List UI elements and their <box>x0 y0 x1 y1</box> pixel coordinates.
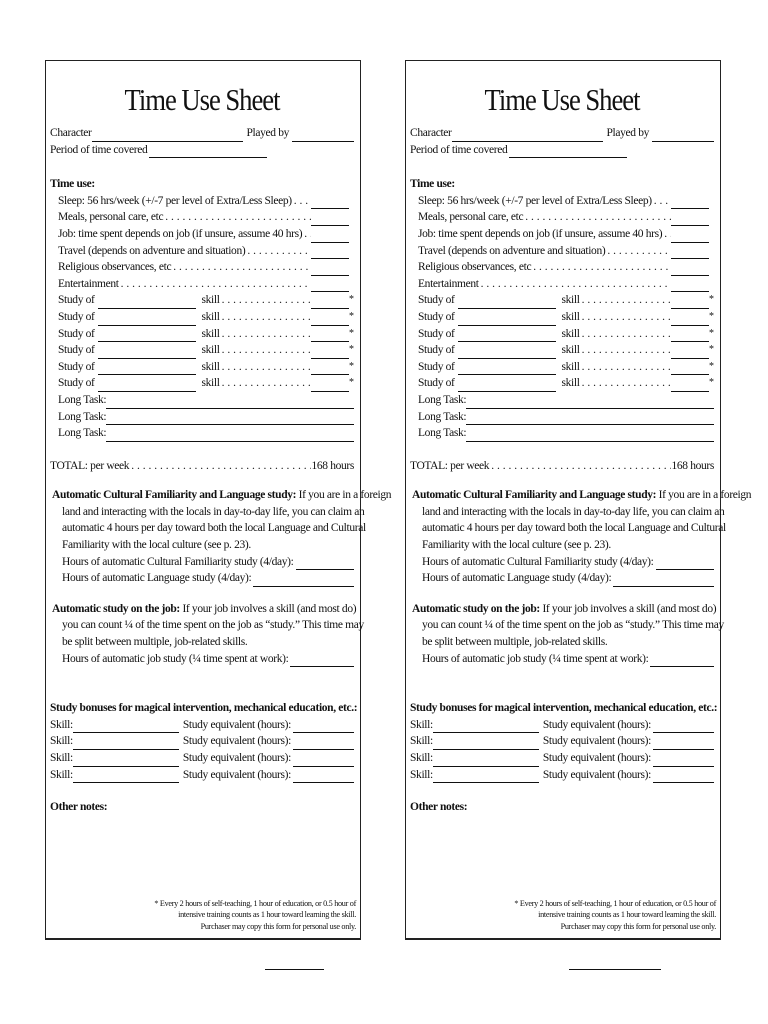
leader-dots <box>292 193 311 210</box>
leader-dots <box>523 209 671 226</box>
cultural-familiarity-section <box>50 487 392 587</box>
religious-row <box>50 259 354 276</box>
leader-dots <box>220 292 311 309</box>
cultural-familiarity-text: Familiarity with the local culture (see p. 23). <box>62 539 251 552</box>
long-task-field[interactable] <box>106 397 354 409</box>
study-hours-field[interactable] <box>671 347 709 359</box>
footnote <box>154 898 356 933</box>
cultural-familiarity-section <box>410 487 752 587</box>
leader-dots <box>220 375 311 392</box>
bonus-equiv-label: Study equivalent (hours): <box>182 752 291 764</box>
bonus-row <box>50 750 354 767</box>
bonus-equiv-label: Study equivalent (hours): <box>182 735 291 748</box>
study-of-label: Study of <box>418 360 455 373</box>
study-of-label: Study of <box>58 327 95 340</box>
study-hours-field[interactable] <box>311 347 349 359</box>
time-use-sheet-left <box>45 60 392 940</box>
long-task-field[interactable] <box>466 413 714 425</box>
study-hours-field[interactable] <box>671 363 709 375</box>
study-of-label: Study of <box>418 294 455 307</box>
study-hours-field[interactable] <box>311 363 349 375</box>
bonus-skill-field[interactable] <box>73 755 179 767</box>
study-row <box>410 292 714 309</box>
study-subject-field[interactable] <box>98 330 196 342</box>
entertainment-label: Entertainment <box>418 277 479 290</box>
footnote-star: * <box>709 294 714 306</box>
bonus-skill-label: Skill: <box>410 768 433 781</box>
study-subject-field[interactable] <box>98 380 196 392</box>
leader-dots <box>580 359 671 376</box>
leader-dots <box>171 259 311 276</box>
cultural-hours-row <box>52 554 354 571</box>
cultural-familiarity-text: automatic 4 hours per day toward both the local Language and Cultural <box>422 522 726 535</box>
study-rows <box>410 292 714 392</box>
skill-label: skill <box>201 377 220 390</box>
played-by-field[interactable] <box>292 130 354 142</box>
study-of-label: Study of <box>418 377 455 390</box>
study-subject-field[interactable] <box>98 347 196 359</box>
bonus-equiv-field[interactable] <box>653 771 714 783</box>
language-hours-row <box>412 570 714 587</box>
study-of-label: Study of <box>418 310 455 323</box>
bonus-rows <box>410 717 714 783</box>
job-study-heading: Automatic study on the job: <box>412 602 540 615</box>
time-use-heading: Time use: <box>50 178 95 191</box>
bonus-skill-field[interactable] <box>433 755 539 767</box>
leader-dots <box>163 209 311 226</box>
bonus-row <box>410 750 714 767</box>
bonus-heading: Study bonuses for magical intervention, mechanical education, etc.: <box>410 702 718 715</box>
bonus-row <box>50 733 354 750</box>
long-task-label: Long Task: <box>418 393 467 406</box>
time-use-heading-row <box>410 176 714 193</box>
job-study-hours-row <box>412 651 714 668</box>
leader-dots <box>580 292 671 309</box>
study-subject-field[interactable] <box>98 314 196 326</box>
leader-dots <box>479 276 671 293</box>
notes-heading-row <box>410 799 714 816</box>
religious-hours-field[interactable] <box>311 264 349 276</box>
bonus-heading-row <box>50 700 358 717</box>
cultural-familiarity-heading: Automatic Cultural Familiarity and Language study: <box>52 489 297 502</box>
job-study-text: be split between multiple, job-related skills. <box>422 636 608 649</box>
leader-dots <box>245 243 311 260</box>
played-by-label: Played by <box>246 127 289 139</box>
study-of-label: Study of <box>58 310 95 323</box>
character-field[interactable] <box>92 130 244 142</box>
meals-row <box>410 209 714 226</box>
job-study-hours-field[interactable] <box>650 655 714 667</box>
character-row <box>410 125 714 142</box>
leader-dots <box>220 342 311 359</box>
bonus-row <box>410 733 714 750</box>
cultural-hours-field[interactable] <box>656 558 714 570</box>
job-study-text: you can count ¼ of the time spent on the job as “study.” This time may <box>422 619 724 632</box>
total-label: TOTAL: per week <box>50 459 130 472</box>
study-subject-field[interactable] <box>458 330 556 342</box>
bonus-row <box>410 717 714 734</box>
skill-label: skill <box>561 327 580 340</box>
cultural-familiarity-heading: Automatic Cultural Familiarity and Language study: <box>412 489 657 502</box>
played-by-label: Played by <box>606 127 649 139</box>
job-study-text: be split between multiple, job-related skills. <box>62 636 248 649</box>
cut-line-left <box>265 969 324 970</box>
long-task-row <box>50 425 354 442</box>
religious-label: Religious observances, etc <box>418 261 532 274</box>
job-study-heading: Automatic study on the job: <box>52 602 180 615</box>
time-use-heading: Time use: <box>410 178 455 191</box>
job-study-hours-row <box>52 651 354 668</box>
bonus-heading-row <box>410 700 718 717</box>
long-task-label: Long Task: <box>418 410 467 423</box>
study-subject-field[interactable] <box>458 380 556 392</box>
period-label: Period of time covered <box>410 143 508 156</box>
language-hours-field[interactable] <box>253 575 354 587</box>
long-task-field[interactable] <box>106 430 354 442</box>
cultural-familiarity-text: If you are in a foreign <box>296 489 392 502</box>
sleep-hours-field[interactable] <box>311 197 349 209</box>
notes-area[interactable] <box>50 816 354 876</box>
entertainment-row <box>410 276 714 293</box>
character-label: Character <box>410 127 452 139</box>
job-label: Job: time spent depends on job (if unsure, assume 40 hrs) <box>58 227 303 240</box>
bonus-skill-field[interactable] <box>73 721 179 733</box>
footnote-star: * <box>349 377 354 389</box>
leader-dots <box>531 259 671 276</box>
study-hours-field[interactable] <box>311 380 349 392</box>
study-of-label: Study of <box>58 294 95 307</box>
study-hours-field[interactable] <box>311 314 349 326</box>
leader-dots <box>580 342 671 359</box>
study-of-label: Study of <box>58 360 95 373</box>
job-study-text: If your job involves a skill (and most do) <box>539 602 717 615</box>
bonus-skill-field[interactable] <box>73 771 179 783</box>
character-row <box>50 125 354 142</box>
leader-dots <box>580 326 671 343</box>
bonus-equiv-field[interactable] <box>293 738 354 750</box>
study-subject-field[interactable] <box>98 297 196 309</box>
period-field[interactable] <box>509 146 627 158</box>
leader-dots <box>220 309 311 326</box>
study-row <box>410 342 714 359</box>
study-row <box>50 375 354 392</box>
footnote-line: intensive training counts as 1 hour toward learning the skill. <box>178 910 356 919</box>
notes-heading-row <box>50 799 354 816</box>
travel-row <box>410 243 714 260</box>
period-field[interactable] <box>149 146 267 158</box>
bonus-skill-field[interactable] <box>433 771 539 783</box>
cultural-familiarity-text: If you are in a foreign <box>656 489 752 502</box>
sleep-hours-field[interactable] <box>671 197 709 209</box>
cultural-hours-label: Hours of automatic Cultural Familiarity study (4/day): <box>62 555 294 568</box>
total-row <box>50 458 354 475</box>
footnote-line: * Every 2 hours of self-teaching, 1 hour of education, or 0.5 hour of <box>154 898 356 908</box>
bonus-skill-label: Skill: <box>50 718 73 731</box>
meals-label: Meals, personal care, etc <box>58 211 164 224</box>
study-row <box>410 375 714 392</box>
bonus-skill-field[interactable] <box>433 721 539 733</box>
skill-label: skill <box>201 360 220 373</box>
footnote-star: * <box>349 310 354 322</box>
job-study-section <box>50 601 364 667</box>
bonus-skill-label: Skill: <box>50 735 73 748</box>
study-row <box>50 342 354 359</box>
study-hours-field[interactable] <box>671 297 709 309</box>
bonus-row <box>50 767 354 784</box>
cultural-hours-field[interactable] <box>296 558 354 570</box>
study-subject-field[interactable] <box>458 314 556 326</box>
entertainment-label: Entertainment <box>58 277 119 290</box>
footnote-star: * <box>709 360 714 372</box>
long-task-row <box>50 409 354 426</box>
bonus-equiv-label: Study equivalent (hours): <box>542 752 651 764</box>
bonus-equiv-label: Study equivalent (hours): <box>542 735 651 748</box>
travel-label: Travel (depends on adventure and situation) <box>418 244 606 257</box>
long-task-label: Long Task: <box>418 427 467 440</box>
job-row <box>50 226 354 243</box>
cultural-hours-label: Hours of automatic Cultural Familiarity study (4/day): <box>422 555 654 568</box>
meals-label: Meals, personal care, etc <box>418 211 524 224</box>
played-by-field[interactable] <box>652 130 714 142</box>
study-row <box>410 359 714 376</box>
long-task-row <box>410 425 714 442</box>
leader-dots <box>580 375 671 392</box>
notes-heading: Other notes: <box>50 801 108 814</box>
bonus-equiv-field[interactable] <box>293 755 354 767</box>
footnote-star: * <box>709 377 714 389</box>
sleep-label: Sleep: 56 hrs/week (+/-7 per level of Extra/Less Sleep) <box>58 194 292 207</box>
meals-hours-field[interactable] <box>671 214 709 226</box>
footnote-star: * <box>349 327 354 339</box>
bonus-row <box>410 767 714 784</box>
job-hours-field[interactable] <box>311 231 349 243</box>
bonus-skill-field[interactable] <box>433 738 539 750</box>
footnote-line: intensive training counts as 1 hour toward learning the skill. <box>538 910 716 919</box>
study-of-label: Study of <box>418 327 455 340</box>
skill-label: skill <box>201 310 220 323</box>
leader-dots <box>580 309 671 326</box>
travel-row <box>50 243 354 260</box>
footnote-line: * Every 2 hours of self-teaching, 1 hour of education, or 0.5 hour of <box>514 898 716 908</box>
long-task-label: Long Task: <box>58 393 107 406</box>
entertainment-hours-field[interactable] <box>671 280 709 292</box>
leader-dots <box>220 359 311 376</box>
leader-dots <box>489 458 671 475</box>
cultural-familiarity-text: Familiarity with the local culture (see p. 23). <box>422 539 611 552</box>
bonus-equiv-field[interactable] <box>653 755 714 767</box>
study-of-label: Study of <box>418 344 455 357</box>
language-hours-row <box>52 570 354 587</box>
skill-label: skill <box>201 344 220 357</box>
bonus-skill-label: Skill: <box>50 752 73 764</box>
period-row <box>410 142 714 159</box>
long-task-field[interactable] <box>466 430 714 442</box>
bonus-rows <box>50 717 354 783</box>
bonus-equiv-field[interactable] <box>653 738 714 750</box>
footnote-star: * <box>709 310 714 322</box>
cultural-familiarity-text: land and interacting with the locals in day-to-day life, you can claim an <box>62 505 365 518</box>
study-row <box>50 309 354 326</box>
study-subject-field[interactable] <box>458 347 556 359</box>
bonus-skill-label: Skill: <box>50 768 73 781</box>
time-use-sheet-right <box>405 60 752 940</box>
religious-label: Religious observances, etc <box>58 261 172 274</box>
job-study-section <box>410 601 724 667</box>
religious-row <box>410 259 714 276</box>
travel-label: Travel (depends on adventure and situation) <box>58 244 246 257</box>
leader-dots <box>652 193 671 210</box>
bonus-row <box>50 717 354 734</box>
study-of-label: Study of <box>58 344 95 357</box>
skill-label: skill <box>561 377 580 390</box>
bonus-equiv-label: Study equivalent (hours): <box>182 768 291 781</box>
footnote-star: * <box>709 327 714 339</box>
study-hours-field[interactable] <box>311 330 349 342</box>
language-hours-label: Hours of automatic Language study (4/day): <box>62 572 252 585</box>
long-task-row <box>410 392 714 409</box>
bonus-skill-label: Skill: <box>410 735 433 748</box>
footnote-star: * <box>349 360 354 372</box>
skill-label: skill <box>561 310 580 323</box>
study-row <box>410 326 714 343</box>
language-hours-field[interactable] <box>613 575 714 587</box>
skill-label: skill <box>201 327 220 340</box>
leader-dots <box>119 276 311 293</box>
leader-dots <box>302 226 311 243</box>
study-row <box>50 359 354 376</box>
study-subject-field[interactable] <box>458 297 556 309</box>
leader-dots <box>220 326 311 343</box>
job-study-text: you can count ¼ of the time spent on the job as “study.” This time may <box>62 619 364 632</box>
entertainment-hours-field[interactable] <box>311 280 349 292</box>
long-task-field[interactable] <box>106 413 354 425</box>
job-study-hours-label: Hours of automatic job study (¼ time spent at work): <box>62 652 289 665</box>
meals-row <box>50 209 354 226</box>
notes-heading: Other notes: <box>410 801 468 814</box>
language-hours-label: Hours of automatic Language study (4/day): <box>422 572 612 585</box>
leader-dots <box>605 243 671 260</box>
bonus-skill-label: Skill: <box>410 752 433 764</box>
study-subject-field[interactable] <box>458 363 556 375</box>
cut-line-right <box>569 969 661 970</box>
sheet-title: Time Use Sheet <box>484 82 640 117</box>
period-label: Period of time covered <box>50 143 148 156</box>
period-row <box>50 142 354 159</box>
bonus-skill-label: Skill: <box>410 718 433 731</box>
cultural-familiarity-text: automatic 4 hours per day toward both the local Language and Cultural <box>62 522 366 535</box>
sheet-title: Time Use Sheet <box>124 82 280 117</box>
study-row <box>410 309 714 326</box>
study-of-label: Study of <box>58 377 95 390</box>
bonus-equiv-label: Study equivalent (hours): <box>542 768 651 781</box>
cultural-familiarity-text: land and interacting with the locals in day-to-day life, you can claim an <box>422 505 725 518</box>
long-task-field[interactable] <box>466 397 714 409</box>
religious-hours-field[interactable] <box>671 264 709 276</box>
footnote-star: * <box>709 344 714 356</box>
total-label: TOTAL: per week <box>410 459 490 472</box>
bonus-equiv-field[interactable] <box>653 721 714 733</box>
time-use-heading-row <box>50 176 354 193</box>
job-study-hours-field[interactable] <box>290 655 354 667</box>
job-study-text: If your job involves a skill (and most do) <box>179 602 357 615</box>
bonus-equiv-field[interactable] <box>293 721 354 733</box>
bonus-heading: Study bonuses for magical intervention, mechanical education, etc.: <box>50 702 358 715</box>
skill-label: skill <box>201 294 220 307</box>
study-subject-field[interactable] <box>98 363 196 375</box>
study-hours-field[interactable] <box>671 314 709 326</box>
bonus-skill-field[interactable] <box>73 738 179 750</box>
footnote-star: * <box>349 344 354 356</box>
study-hours-field[interactable] <box>671 380 709 392</box>
character-label: Character <box>50 127 92 139</box>
footnote-line: Purchaser may copy this form for personal use only. <box>200 921 356 931</box>
character-field[interactable] <box>452 130 604 142</box>
total-row <box>410 458 714 475</box>
total-value: 168 hours <box>671 459 714 472</box>
skill-label: skill <box>561 294 580 307</box>
long-task-row <box>50 392 354 409</box>
footnote-line: Purchaser may copy this form for personal use only. <box>560 921 716 931</box>
footnote <box>514 898 716 933</box>
sleep-row <box>410 193 714 210</box>
long-task-label: Long Task: <box>58 427 107 440</box>
study-row <box>50 326 354 343</box>
cultural-hours-row <box>412 554 714 571</box>
bonus-equiv-field[interactable] <box>293 771 354 783</box>
bonus-equiv-label: Study equivalent (hours): <box>542 718 651 731</box>
travel-hours-field[interactable] <box>671 247 709 259</box>
meals-hours-field[interactable] <box>311 214 349 226</box>
sleep-row <box>50 193 354 210</box>
total-value: 168 hours <box>311 459 354 472</box>
leader-dots <box>662 226 671 243</box>
leader-dots <box>129 458 311 475</box>
travel-hours-field[interactable] <box>311 247 349 259</box>
job-row <box>410 226 714 243</box>
job-study-hours-label: Hours of automatic job study (¼ time spent at work): <box>422 652 649 665</box>
skill-label: skill <box>561 360 580 373</box>
entertainment-row <box>50 276 354 293</box>
long-task-row <box>410 409 714 426</box>
long-task-label: Long Task: <box>58 410 107 423</box>
sleep-label: Sleep: 56 hrs/week (+/-7 per level of Extra/Less Sleep) <box>418 194 652 207</box>
skill-label: skill <box>561 344 580 357</box>
job-hours-field[interactable] <box>671 231 709 243</box>
job-label: Job: time spent depends on job (if unsure, assume 40 hrs) <box>418 227 663 240</box>
study-row <box>50 292 354 309</box>
bonus-equiv-label: Study equivalent (hours): <box>182 718 291 731</box>
study-hours-field[interactable] <box>311 297 349 309</box>
footnote-star: * <box>349 294 354 306</box>
study-hours-field[interactable] <box>671 330 709 342</box>
notes-area[interactable] <box>410 816 714 876</box>
study-rows <box>50 292 354 392</box>
